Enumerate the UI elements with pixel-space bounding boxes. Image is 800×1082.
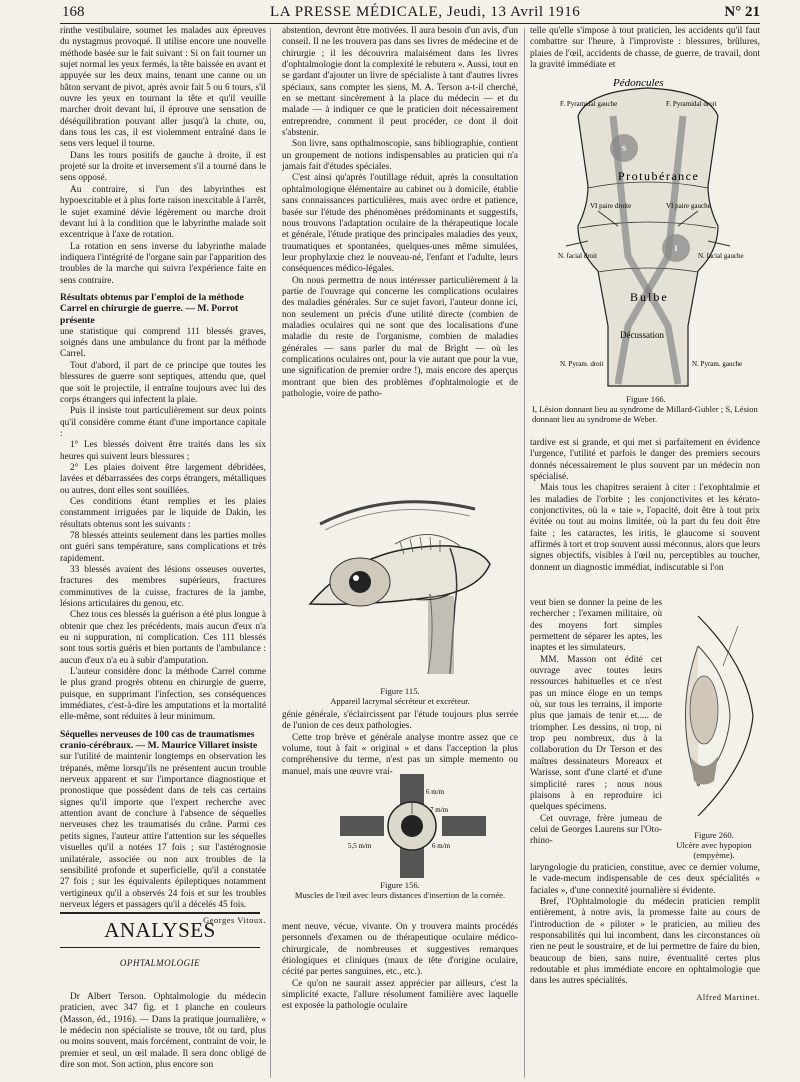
figure-260-caption xyxy=(664,830,764,860)
fig166-label: N. Pyram. gauche xyxy=(692,360,743,368)
figure-260-title: Figure 260. xyxy=(694,830,734,840)
column-1 xyxy=(60,26,266,926)
paragraph: Chez tous ces blessés la guérison a été plus longue à obtenir que chez les précédents, mais aucun d'eux n'a eu ni suppuration, ni complication. Ces 111 blessés sont tous sortis guéris et bien portants de l'ambulance : aucun d'eux n'a eu à subir d'amputation. xyxy=(60,610,266,666)
paragraph: telle qu'elle s'impose à tout praticien, les accidents qu'il faut combattre sur l'heure, à l'improviste : blessures, brûlures, plaies de l'œil, accidents de chasse, de guerre, de travail, dont la gravité immédiate et xyxy=(530,26,760,71)
fig166-label: N. facial gauche xyxy=(698,252,744,260)
figure-115-caption xyxy=(290,686,510,706)
paragraph: Ce qu'on ne saurait assez apprécier par ailleurs, c'est la simplicité exacte, l'allure résolument familière avec laquelle est exposée la pathologie oculaire xyxy=(282,978,518,1012)
column-3-spacer xyxy=(530,830,662,840)
fig156-label: 6 m/m xyxy=(426,788,445,796)
paragraph: Son livre, sans opthalmoscopie, sans bibliographie, contient un groupement de notions indispensables au praticien qui n'a jamais fait d'études spéciales. xyxy=(282,139,518,173)
fig166-label: VI paire droite xyxy=(590,202,632,210)
paragraph: Ces conditions étant remplies et les plaies constamment irriguées par le liquide de Dakin, les résultats obtenus sont les suivants : xyxy=(60,496,266,530)
paragraph: tardive est si grande, et qui met si parfaitement en évidence l'urgence, l'utilité et parfois le danger des premiers secours donnés nécessairement le plus souvent par un médecin non spécialisé. xyxy=(530,438,760,483)
column-3-top xyxy=(530,26,760,74)
column-2-bottom xyxy=(282,922,518,1078)
column-1-bottom xyxy=(60,992,266,1076)
figure-156-title: Figure 156. xyxy=(380,880,420,890)
figure-156-text: Muscles de l'œil avec leurs distances d'insertion de la cornée. xyxy=(294,890,506,900)
signature-martinet: Alfred Martinet. xyxy=(696,991,760,1002)
paragraph: ment neuve, vécue, vivante. On y trouvera maints procédés personnels d'examen ou de thérapeutique oculaire médico-chirurgicale, de nombreuses et suggestives remarques étiologiques et cliniques (maux de tête d'origine oculaire, cécité par pertes sanguines, etc., etc.). xyxy=(282,922,518,978)
section-title-sequelles: Séquelles nerveuses de 100 cas de traumatismes cranio-cérébraux. — M. Maurice Villaret insiste xyxy=(60,728,258,752)
issue-number: N° 21 xyxy=(724,4,760,20)
paragraph: abstention, devront être motivées. Il aura besoin d'un avis, d'un conseil. Il ne les trouvera pas dans ses livres de médecine et de chirurgie ; il les découvrira malaisément dans les livres d'ophtalmologie dont la complexité le rebutera ». Aussi, tout en se gardant d'ajouter un livre de spécialiste à tant d'autres livres spéciaux, sans compter les siens, M. A. Terson a-t-il cherché, en se mettant sincèrement à la place du médecin — et du malade — à indiquer ce que le praticien doit nécessairement entreprendre, comment il peut procéder, ce dont il doit s'abstenir. xyxy=(282,26,518,139)
fig156-label: 5,5 m/m xyxy=(348,842,372,850)
figure-115-text: Appareil lacrymal sécréteur et excréteur. xyxy=(330,696,470,706)
fig166-label: F. Pyramidal gauche xyxy=(560,100,618,108)
paragraph: MM. Masson ont édité cet ouvrage avec toutes leurs ressources habituelles et ce n'est pas un mince éloge en un temps où, sur tous les terrains, il importe plus que jamais de tenir et..... de triompher. Les dessins, ni trop, ni trop peu nombreux, dus à la collaboration du Dr Terson et des maîtres dessinateurs Moreaux et Warisse, sont d'une clarté et d'une simplicité rares ; nous nous plaisons à en reproduire ici quelques spécimens. xyxy=(530,654,662,813)
paragraph-terson: Dr Albert Terson. Ophtalmologie du médecin praticien, avec 347 fig. et 1 planche en couleurs (Masson, éd., 1916). — Dans la pratique journalière, « le médecin non spécialiste se trouve, tôt ou tard, plus ou moins souvent, mais forcément, contraint de voir, le premier et seul, un œil malade. Il sera donc obligé de dire son mot. Son action, plus encore son xyxy=(60,992,266,1071)
figure-156-caption xyxy=(290,880,510,900)
paragraph: Bref, l'Ophtalmologie du médecin praticien remplit entièrement, à notre avis, la promesse faite au cours de l'introduction de « piloter » le praticien, au milieu des responsabilités qui lui incombent, dans les circonstances où rien ne peut le soustraire, et de lui permettre de faire du bien, beaucoup de bien, sans nuire, éventualité certes plus redoutable et plus immédiate encore en ophtalmologie que dans les autres spécialités. xyxy=(530,897,760,987)
paragraph: Dans les tours positifs de gauche à droite, il est projeté sur la droite et inversement s'il a tourné dans le sens opposé. xyxy=(60,150,266,184)
fig156-label: 6 m/m xyxy=(432,842,451,850)
paragraph: une statistique qui comprend 111 blessés graves, soignés dans une ambulance du front par la méthode Carrel. xyxy=(60,326,266,360)
column-2-mid xyxy=(282,710,518,777)
paragraph: 78 blessés atteints seulement dans les parties molles ont guéri sans température, sans complications et très rapidement. xyxy=(60,530,266,564)
figure-260-ulcer-hypopyon xyxy=(668,606,760,826)
fig166-label-protuberance: Protubérance xyxy=(618,169,700,183)
fig166-label: N. facial droit xyxy=(558,252,598,260)
figure-115-title: Figure 115. xyxy=(380,686,420,696)
fig166-label-pedoncules: Pédoncules xyxy=(613,77,664,89)
section-title-carrel: Résultats obtenus par l'emploi de la méthode Carrel en chirurgie de guerre. — M. Porrot présente xyxy=(60,291,244,326)
header-rule xyxy=(60,23,760,24)
analyses-title: ANALYSES xyxy=(60,912,260,948)
paragraph: rinthe vestibulaire, soumet les malades aux épreuves du nystagmus provoqué. Il utilise encore une nouvelle méthode basée sur le fait suivant : Si on fait tourner un sujet normal les yeux fermés, la tête baissée en avant et appuyée sur les deux mains, tenant une canne ou un bâton servant de pivot, après avoir fait 5 ou 6 tours, s'il ouvre les yeux en tournant la tête et qu'il veuille marcher droit devant lui, il éprouve une sensation de déséquilibration pouvant aller jusqu'à la chute, ou, dans tous les cas, il est violemment entraîné dans le sens vers lequel il tourne. xyxy=(60,26,266,150)
paragraph: 33 blessés avaient des lésions osseuses ouvertes, fractures des membres supérieurs, fractures comminutives de la cuisse, fractures de la jambe, lésions articulaires du genou, etc. xyxy=(60,565,266,610)
article-vestibular xyxy=(60,26,266,287)
figure-156-eye-muscles xyxy=(338,772,488,880)
fig156-label: 7 m/m xyxy=(430,806,449,814)
analyses-section-header xyxy=(60,912,260,968)
fig166-lesion-i: I xyxy=(674,244,678,253)
paragraph: 1° Les blessés doivent être traités dans les six heures qui suivent leurs blessures ; xyxy=(60,440,266,462)
paragraph: Au contraire, si l'un des labyrinthes est hypoexcitable et à plus forte raison inexcitable à l'arrêt, le sujet examiné dévie légèrement ou marche droit devant lui à la condition que le labyrinthe malade soit excentrique à l'axe de rotation. xyxy=(60,184,266,241)
paragraph: Puis il insiste tout particulièrement sur deux points qu'il considère comme étant d'une importance capitale : xyxy=(60,406,266,439)
column-3-narrow xyxy=(530,598,662,847)
paragraph: sur l'utilité de maintenir longtemps en observation les trépanés, même lorsqu'ils ne présentent aucun trouble nerveux apparent et sur l'importance diagnostique et pronostique que possèdent dans de tels cas certains signes qu'il importe que l'expert recherche avec attention avant de conclure à l'absence de séquelles nerveuses chez les traumatisés du crâne. Parmi ces petits signes, l'auteur attire l'attention sur les séquelles visuelles qu'il a notées 17 fois ; sur l'astérognosie unilatérale, associée ou non aux troubles de la sensibilité profonde et superficielle, qu'il a constatée 27 fois ; sur les équivalents épileptiques notamment vertigineux qu'il a observés 24 fois et sur les troubles nerveux légers et passagers qu'il a décelés 45 fois. xyxy=(60,752,266,910)
paragraph: La rotation en sens inverse du labyrinthe malade indiquera l'intégrité de l'organe sain par l'apparition des troubles de la marche qui suivra l'expérience faite en sens contraire. xyxy=(60,241,266,286)
paragraph: laryngologie du praticien, constitue, avec ce dernier volume, le vade-mecum indispensable de ces deux spécialités « faciales », d'une connexité journalière si évidente. xyxy=(530,863,760,896)
paragraph: génie générale, s'éclaircissent par l'étude toujours plus serrée de l'union de ces deux pathologies. xyxy=(282,710,518,732)
fig166-label-decussation: Décussation xyxy=(620,330,664,340)
fig166-label: N. Pyram. droit xyxy=(560,360,604,368)
page-number: 168 xyxy=(62,4,85,20)
figure-166-brainstem xyxy=(558,76,744,394)
paragraph: Mais tous les chapitres seraient à citer : l'exophtalmie et les maladies de l'orbite ; les conjonctivites et les kérato-conjonctivites, où la « taie », l'opacité, doit être à tout prix évitée ou tout au moins limitée, où la part du feu doit être faite ; les cataractes, les iritis, le glaucome si souvent affirmés à tort et trop souvent aussi méconnus, alors que leurs signes objectifs, visibles à l'œil nu, perceptibles au toucher, donnent un diagnostic immédiat, indiscutable si l'on xyxy=(530,483,760,573)
analyses-subtitle: OPHTALMOLOGIE xyxy=(119,958,201,968)
column-2-top xyxy=(282,26,518,478)
fig166-lesion-s: S xyxy=(621,144,627,153)
signature-vitoux: Georges Vitoux. xyxy=(203,915,266,926)
paragraph: veut bien se donner la peine de les rechercher ; l'examen militaire, où des moyens fort simples permettent de séparer les aptes, les inaptes et les simulateurs. xyxy=(530,598,662,654)
column-divider xyxy=(524,28,525,1078)
figure-166-caption xyxy=(532,394,760,424)
paragraph: Cet ouvrage, frère jumeau de celui de Georges Laurens sur l'Oto-rhino- xyxy=(530,813,662,847)
fig166-label-bulbe: Bulbe xyxy=(630,290,669,304)
paragraph: Tout d'abord, il part de ce principe que toutes les blessures de guerre sont septiques, attendu que, quel que soit le projectile, il entraîne toujours avec lui des corps étrangers qui infectent la plaie. xyxy=(60,360,266,405)
paragraph: L'auteur considère donc la méthode Carrel comme le plus grand progrès obtenu en chirurgie de guerre, puisque, en supprimant l'infection, ses conséquences immédiates, c'est-à-dire les amputations et la mortalité elle-même, sont réduites à leur minimum. xyxy=(60,667,266,723)
column-3-bottom xyxy=(530,863,760,1078)
paragraph: 2° Les plaies doivent être largement débridées, lavées et débarrassées des corps étrangers, métalliques ou autres, dont elles sont souillées. xyxy=(60,462,266,496)
figure-115-lacrimal-apparatus xyxy=(300,484,500,684)
column-divider xyxy=(270,28,271,1078)
paragraph: On nous permettra de nous intéresser particulièrement à la partie de l'ouvrage qui concerne les complications oculaires des maladies générales. Sur ce sujet favori, l'auteur donne ici, non seulement un précis d'une utilité directe (combien de maladies oculaires qui ne sont que des localisations d'une maladie du reste de l'organisme, combien de maladies générales — sans parler du mal de Bright — où les complications oculaires ont, pour la vie autant que pour la vue, une signification de premier ordre !), mais encore des aperçus montrant que bien des problèmes d'ophtalmologie et de pathologie, voire de patho- xyxy=(282,275,518,399)
figure-260-text: Ulcère avec hypopion (empyème). xyxy=(676,840,752,860)
figure-166-text: I, Lésion donnant lieu au syndrome de Millard-Gubler ; S, Lésion donnant lieu au syndrome de Weber. xyxy=(532,404,758,424)
column-3-mid xyxy=(530,438,760,598)
article-carrel xyxy=(60,327,266,724)
fig166-label: F. Pyramidal droit xyxy=(666,100,717,108)
paragraph: Cette trop brève et générale analyse montre assez que ce volume, tout à fait « original » et dans l'acception la plus compréhensive du terme, n'est pas un simple memento ou manuel, mais une œuvre vrai- xyxy=(282,732,518,777)
journal-title: LA PRESSE MÉDICALE, Jeudi, 13 Avril 1916 xyxy=(270,4,581,20)
article-sequelles xyxy=(60,752,266,911)
fig166-label: VI paire gauche xyxy=(666,202,711,210)
figure-166-title: Figure 166. xyxy=(626,394,666,404)
paragraph: C'est ainsi qu'après l'outillage réduit, après la consultation ophtalmologique élémentaire au cabinet ou à domicile, établie sans connaissances particulières, mais avec ordre et patience, basée sur l'étude des phénomènes prédominants et suggestifs, nous trouvons l'adaptation oculaire de la thérapeutique locale et générale, l'étude pratique des principales maladies des yeux, traumatiques et spontanées, quelques-unes même simulées, leur prophylaxie chez le nouveau-né, l'enfant et l'adulte, leurs conséquences médico-légales. xyxy=(282,173,518,275)
